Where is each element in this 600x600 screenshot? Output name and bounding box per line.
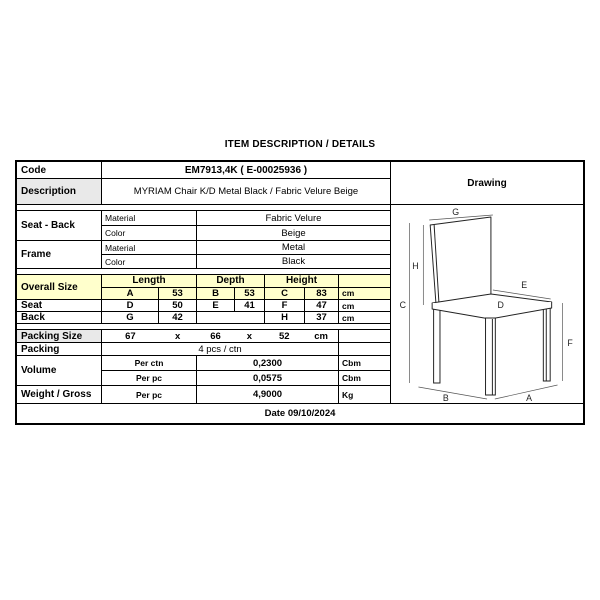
dim-letter: D <box>102 300 159 311</box>
dim-label-a: A <box>526 392 533 403</box>
volume-label: Volume <box>17 356 102 385</box>
dim-letter: C <box>265 288 305 300</box>
size-header-row <box>102 275 390 288</box>
dim-label-d: D <box>497 299 504 311</box>
height-header: Height <box>265 275 339 287</box>
packing-size-values <box>102 330 339 342</box>
drawing-header: Drawing <box>391 162 583 205</box>
dim-label-e: E <box>521 279 528 291</box>
material-key: Material <box>102 211 197 225</box>
packing-size-part: 52 <box>278 330 290 342</box>
dim-value: 47 <box>305 300 339 311</box>
section-frame <box>17 241 390 269</box>
chair-drawing <box>391 205 583 403</box>
packing-size-part: x <box>246 330 253 342</box>
color-value: Beige <box>281 227 306 239</box>
code-label: Code <box>17 162 102 178</box>
row-description <box>17 179 390 205</box>
dim-value: 37 <box>305 312 339 323</box>
per-ctn-key: Per ctn <box>102 356 197 370</box>
row-packing <box>17 343 390 356</box>
unit-cell: Cbm <box>342 373 361 383</box>
seat-back-color-row <box>102 226 390 240</box>
dim-value: 83 <box>305 288 339 300</box>
row-packing-size <box>17 330 390 343</box>
row-back <box>17 312 390 324</box>
unit-cell: cm <box>342 300 355 311</box>
overall-values-row <box>102 288 390 300</box>
back-label: Back <box>17 312 102 323</box>
seat-back-rows <box>102 211 390 240</box>
drawing-column <box>390 162 583 403</box>
dim-value: 42 <box>159 312 197 323</box>
empty-unit-cell <box>339 343 390 355</box>
dim-label-g: G <box>452 206 460 218</box>
overall-size-rows <box>102 275 390 299</box>
frame-color-row <box>102 255 390 268</box>
unit-cell: Kg <box>342 389 354 400</box>
dim-value: 41 <box>235 300 265 311</box>
dim-letter: G <box>102 312 159 323</box>
volume-per-pc-value: 0,0575 <box>197 371 339 385</box>
dim-label-b: B <box>442 392 449 403</box>
unit-cell: cm <box>342 312 355 323</box>
row-code <box>17 162 390 179</box>
packing-label: Packing <box>17 343 102 355</box>
spec-table <box>15 160 585 425</box>
color-key: Color <box>102 255 197 268</box>
dim-letter: H <box>265 312 305 323</box>
description-value: MYRIAM Chair K/D Metal Black / Fabric Velure Beige <box>133 186 359 197</box>
empty-unit-cell <box>339 330 390 342</box>
unit-cell: cm <box>339 288 390 300</box>
row-weight-gross <box>17 386 390 403</box>
packing-size-label: Packing Size <box>17 330 102 342</box>
dim-letter: E <box>197 300 235 311</box>
table-main <box>17 162 583 403</box>
volume-rows <box>102 356 390 385</box>
depth-header: Depth <box>197 275 265 287</box>
color-key: Color <box>102 226 197 240</box>
material-value: Metal <box>281 242 306 253</box>
length-header: Length <box>102 275 197 287</box>
overall-size-label: Overall Size <box>17 275 102 299</box>
section-overall-size <box>17 275 390 300</box>
seat-back-material-row <box>102 211 390 226</box>
code-value: EM7913,4K ( E-00025936 ) <box>184 164 308 176</box>
dim-label-h: H <box>412 260 419 272</box>
section-volume <box>17 356 390 386</box>
volume-per-pc-row <box>102 371 390 385</box>
unit-header-blank <box>339 275 390 287</box>
packing-size-part: 67 <box>125 330 136 342</box>
volume-per-ctn-value: 0,2300 <box>197 356 339 370</box>
dim-letter: A <box>102 288 159 300</box>
packing-size-part: 66 <box>210 330 221 342</box>
unit-cell: Cbm <box>342 358 361 368</box>
row-seat <box>17 300 390 312</box>
seat-back-label: Seat - Back <box>17 211 102 240</box>
material-key: Material <box>102 241 197 254</box>
seat-label: Seat <box>17 300 102 311</box>
date-row: Date 09/10/2024 <box>17 403 583 423</box>
dim-label-f: F <box>567 337 573 349</box>
per-pc-key: Per pc <box>102 371 197 385</box>
page-title: ITEM DESCRIPTION / DETAILS <box>224 139 376 150</box>
frame-material-row <box>102 241 390 255</box>
dim-letter: F <box>265 300 305 311</box>
dim-letter: B <box>197 288 235 300</box>
volume-per-ctn-row <box>102 356 390 371</box>
weight-value: 4,9000 <box>197 386 339 403</box>
per-pc-key: Per pc <box>102 386 197 403</box>
weight-gross-label: Weight / Gross <box>17 386 102 403</box>
dim-label-c: C <box>399 299 406 311</box>
empty-cell <box>197 312 265 323</box>
section-seat-back <box>17 211 390 241</box>
frame-rows <box>102 241 390 268</box>
dim-value: 50 <box>159 300 197 311</box>
material-value: Fabric Velure <box>265 212 322 224</box>
drawing-area <box>391 205 583 403</box>
dim-value: 53 <box>235 288 265 300</box>
packing-value: 4 pcs / ctn <box>102 343 339 355</box>
dim-value: 53 <box>159 288 197 300</box>
packing-size-part: x <box>175 330 181 342</box>
description-label: Description <box>17 179 102 204</box>
table-left-part <box>17 162 390 403</box>
color-value: Black <box>281 256 306 267</box>
packing-size-part: cm <box>314 330 328 342</box>
frame-label: Frame <box>17 241 102 268</box>
